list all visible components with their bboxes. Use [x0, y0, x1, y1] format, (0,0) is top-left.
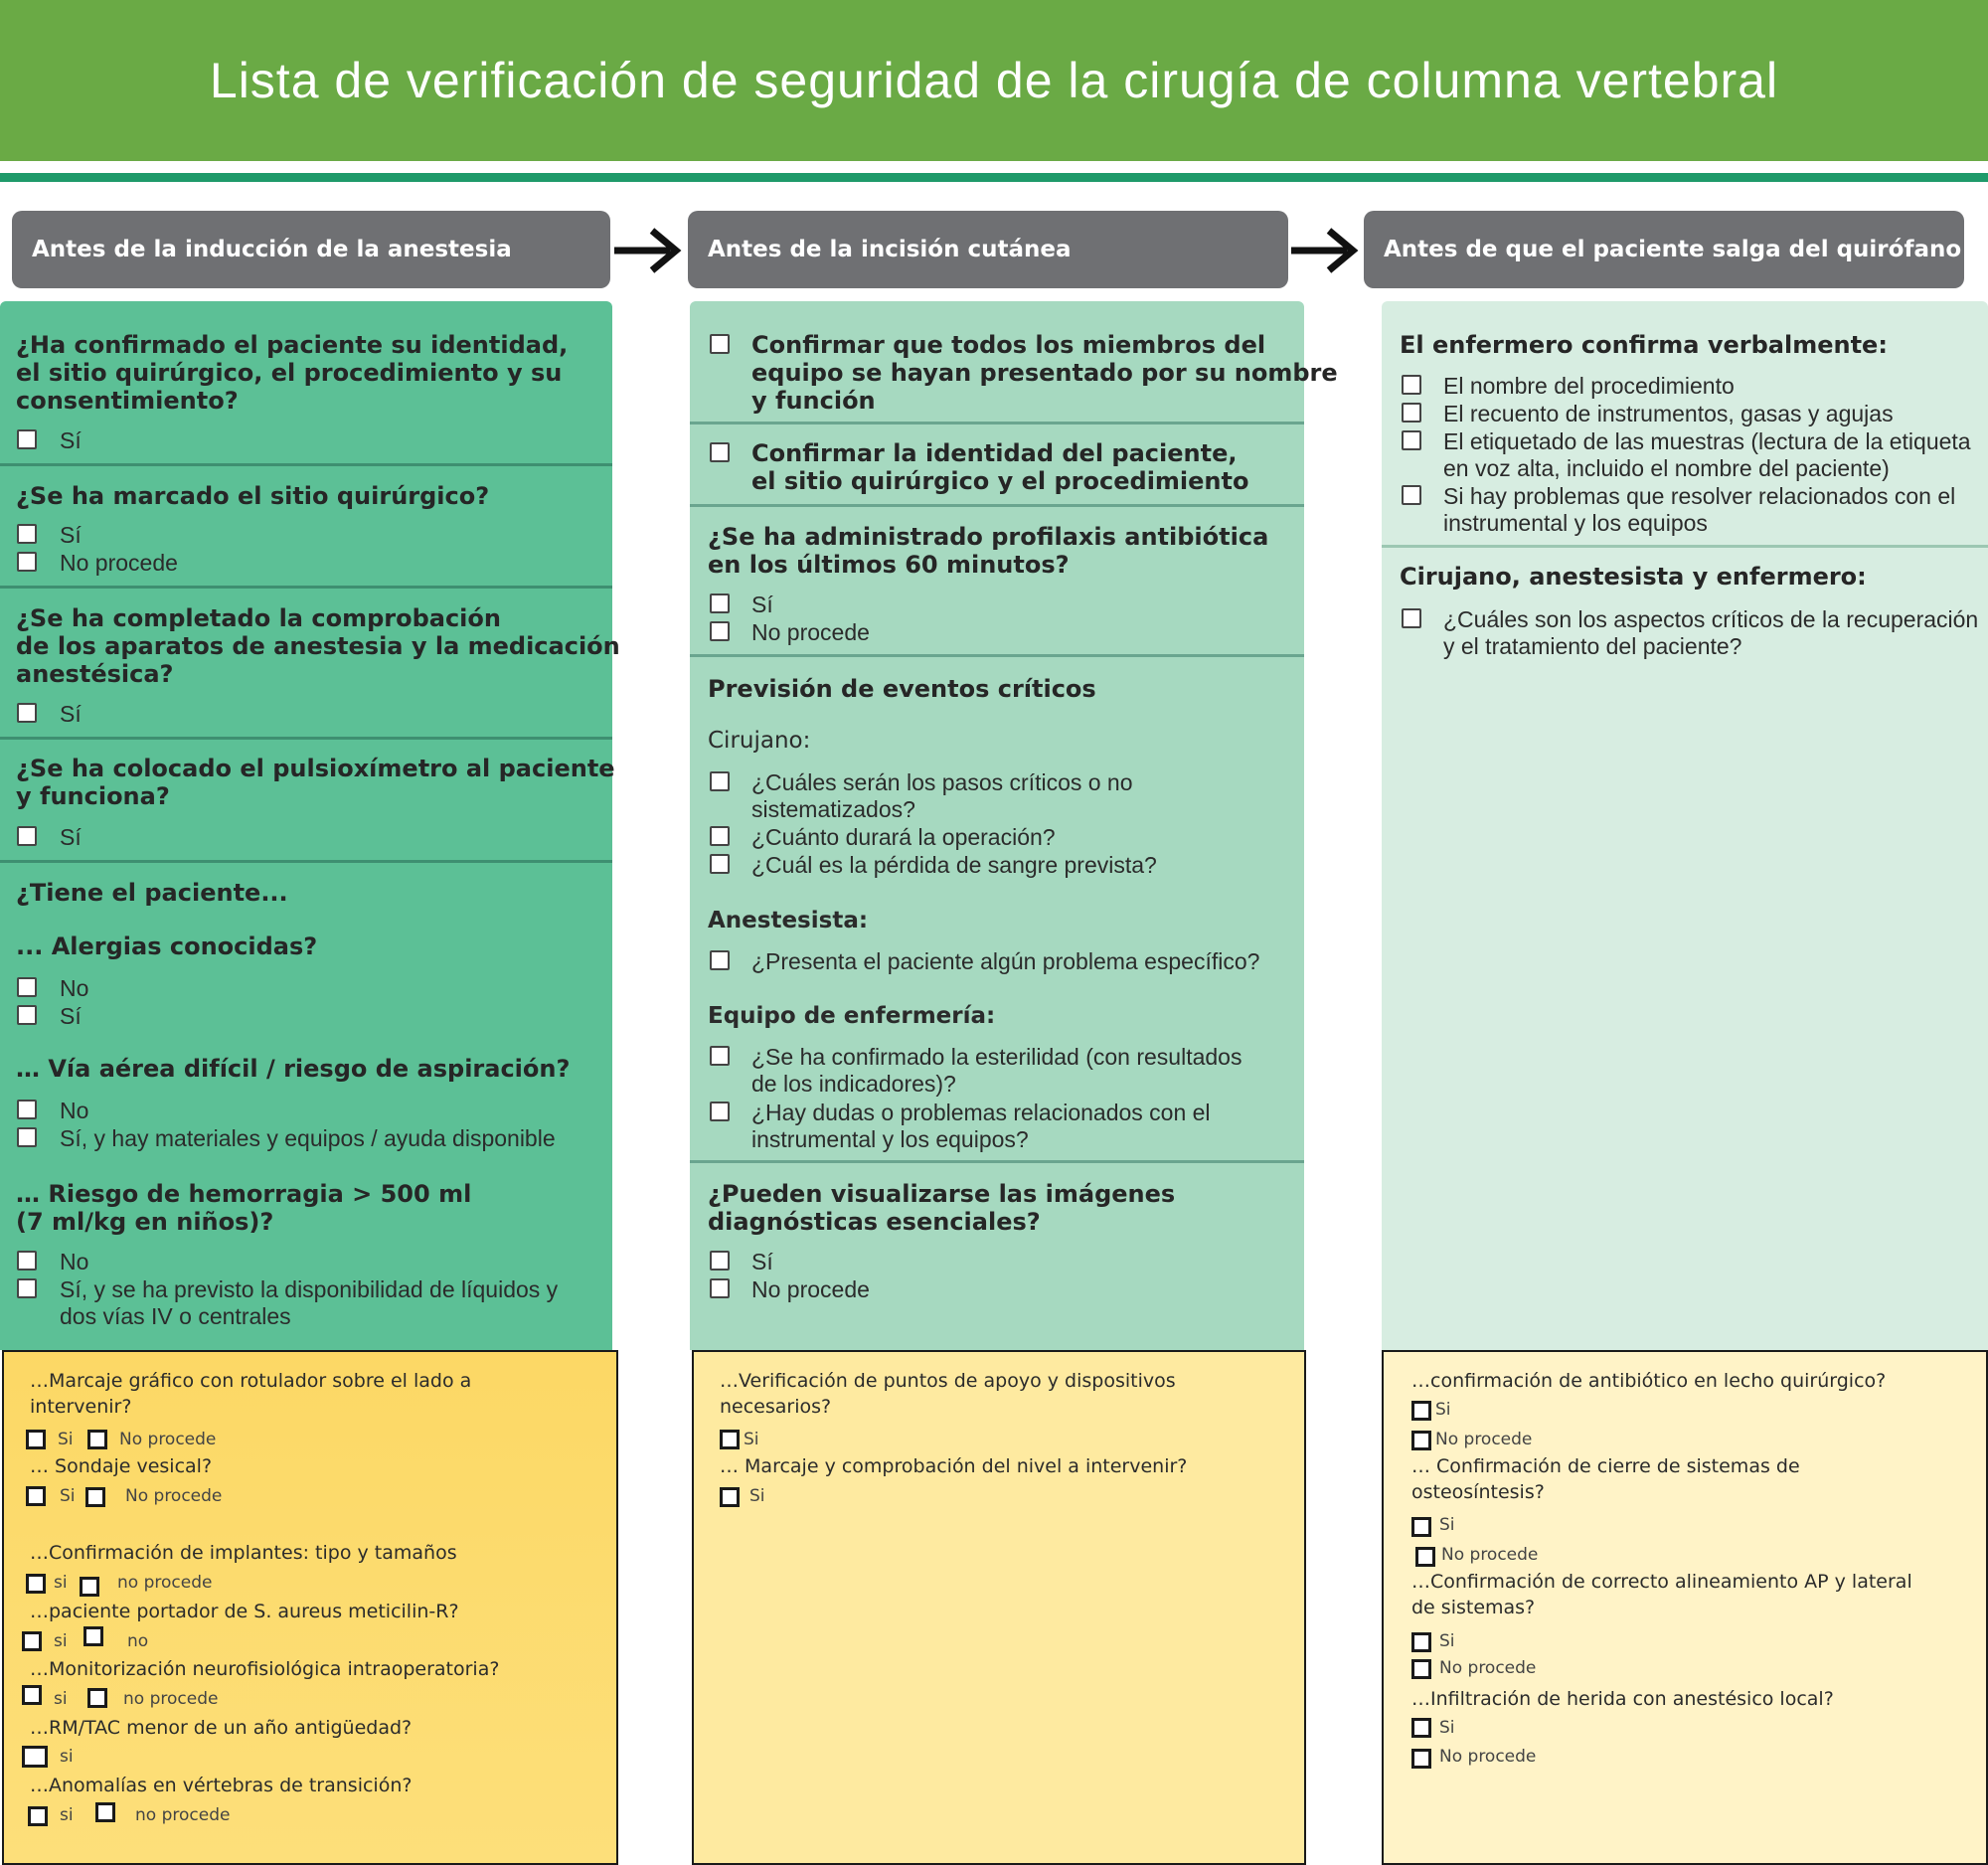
option-label: Si [1439, 1515, 1455, 1535]
divider [0, 737, 612, 740]
option-label: Si [1435, 1400, 1451, 1420]
checkbox-allergies-no[interactable] [17, 977, 37, 997]
question-site-marked: ¿Se ha marcado el sitio quirúrgico? [16, 482, 490, 510]
option-label: ¿Se ha confirmado la esterilidad (con resultados de los indicadores)? [751, 1044, 1242, 1097]
checkbox-antibiotic-bed-no-procede[interactable] [1411, 1431, 1431, 1450]
checkbox-antibiotic-bed-si[interactable] [1411, 1401, 1431, 1421]
question-mri-ct: …RM/TAC menor de un año antigüedad? [30, 1717, 413, 1739]
checkbox-instrument-issues[interactable] [710, 1102, 730, 1121]
option-label: No procede [119, 1430, 217, 1449]
checkbox-infiltration-no-procede[interactable] [1411, 1749, 1431, 1769]
option-label: ¿Cuáles son los aspectos críticos de la recuperación y el tratamiento del paciente? [1443, 606, 1979, 659]
option-label: No procede [1435, 1430, 1533, 1449]
checkbox-labeling[interactable] [1402, 430, 1421, 450]
checkbox-airway-si[interactable] [17, 1127, 37, 1147]
option-label: si [54, 1573, 68, 1593]
arrow-right-icon [1289, 223, 1359, 278]
question-bladder: … Sondaje vesical? [30, 1455, 213, 1477]
checkbox-mrsa-si[interactable] [22, 1631, 42, 1651]
check-team-introduced: Confirmar que todos los miembros del equipo se hayan presentado por su nombre y función [751, 331, 1338, 415]
question-airway: … Vía aérea difícil / riesgo de aspiración? [16, 1055, 571, 1083]
divider [0, 586, 612, 589]
checkbox-recovery-aspects[interactable] [1402, 608, 1421, 628]
checkbox-airway-no[interactable] [17, 1100, 37, 1119]
checkbox-vertebrae-si[interactable] [28, 1806, 48, 1826]
option-label: Sí, y hay materiales y equipos / ayuda disponible [60, 1125, 556, 1151]
question-hemorrhage: … Riesgo de hemorragia > 500 ml (7 ml/kg en niños)? [16, 1180, 472, 1236]
checkbox-specific-problem[interactable] [710, 950, 730, 970]
divider [1382, 545, 1988, 548]
checkbox-imaging-no-procede[interactable] [710, 1278, 730, 1298]
option-label: El nombre del procedimiento [1443, 373, 1735, 399]
checkbox-bladder-no-procede[interactable] [85, 1487, 105, 1507]
option-label: Sí [60, 427, 82, 453]
question-patient-has: ¿Tiene el paciente... [16, 879, 288, 907]
checkbox-identity-si[interactable] [17, 429, 37, 449]
option-label: Sí [60, 522, 82, 548]
heading-nurse-confirms: El enfermero confirma verbalmente: [1400, 331, 1888, 359]
title-divider [0, 173, 1988, 182]
option-label: si [54, 1631, 68, 1651]
option-label: ¿Cuánto durará la operación? [751, 824, 1056, 850]
option-label: si [60, 1747, 74, 1767]
option-label: No procede [60, 550, 178, 576]
checkbox-support-si[interactable] [720, 1430, 740, 1449]
checkbox-neuro-no-procede[interactable] [87, 1688, 107, 1708]
question-neuromonitoring: …Monitorización neurofisiológica intraoperatoria? [30, 1658, 500, 1680]
option-label: Sí, y se ha previsto la disponibilidad de líquidos y dos vías IV o centrales [60, 1276, 559, 1329]
option-label: El recuento de instrumentos, gasas y agujas [1443, 401, 1894, 426]
checkbox-duration[interactable] [710, 826, 730, 846]
option-label: ¿Cuáles serán los pasos críticos o no sistematizados? [751, 769, 1133, 822]
arrow-right-icon [612, 223, 682, 278]
option-label: No procede [1441, 1545, 1539, 1565]
checkbox-implants-no-procede[interactable] [80, 1577, 99, 1597]
divider [690, 654, 1304, 657]
option-label: No procede [1439, 1747, 1537, 1767]
checkbox-marking-no-procede[interactable] [87, 1430, 107, 1449]
checkbox-site-si[interactable] [17, 524, 37, 544]
option-label: Si hay problemas que resolver relacionados con el instrumental y los equipos [1443, 483, 1956, 536]
checkbox-count[interactable] [1402, 403, 1421, 423]
option-label: Si [1439, 1631, 1455, 1651]
checkbox-alignment-si[interactable] [1411, 1632, 1431, 1652]
checkbox-antibiotic-no-procede[interactable] [710, 621, 730, 641]
checkbox-site-no-procede[interactable] [17, 552, 37, 572]
checkbox-critical-steps[interactable] [710, 771, 730, 791]
checkbox-oximeter-si[interactable] [17, 826, 37, 846]
divider [690, 1160, 1304, 1163]
subheading-anesthetist: Anestesista: [708, 908, 869, 933]
question-alignment: …Confirmación de correcto alineamiento AP y lateral de sistemas? [1411, 1571, 1912, 1618]
option-label: Si [744, 1430, 759, 1449]
question-mrsa: …paciente portador de S. aureus meticilin-R? [30, 1601, 459, 1622]
option-label: no procede [135, 1805, 231, 1825]
checkbox-confirm-identity[interactable] [710, 442, 730, 462]
option-label: si [60, 1805, 74, 1825]
checkbox-sterility[interactable] [710, 1046, 730, 1066]
option-label: Sí [751, 592, 773, 617]
question-level-marking: … Marcaje y comprobación del nivel a intervenir? [720, 1455, 1188, 1477]
question-imaging: ¿Pueden visualizarse las imágenes diagnósticas esenciales? [708, 1180, 1176, 1236]
option-label: Si [1439, 1718, 1455, 1738]
question-allergies: ... Alergias conocidas? [16, 932, 318, 960]
option-label: El etiquetado de las muestras (lectura de la etiqueta en voz alta, incluido el nombre del paciente) [1443, 428, 1971, 481]
checkbox-mri-si[interactable] [22, 1746, 48, 1768]
subheading-surgeon: Cirujano: [708, 728, 811, 754]
checkbox-neuro-si[interactable] [22, 1685, 42, 1705]
page-title: Lista de verificación de seguridad de la cirugía de columna vertebral [0, 0, 1988, 161]
divider [0, 463, 612, 466]
option-label: No [60, 975, 89, 1001]
checkbox-mrsa-no[interactable] [83, 1626, 103, 1646]
subheading-nursing: Equipo de enfermería: [708, 1003, 996, 1029]
section-critical-events: Previsión de eventos críticos [708, 675, 1096, 703]
option-label: ¿Presenta el paciente algún problema específico? [751, 948, 1260, 974]
option-label: Sí [60, 1003, 82, 1029]
heading-team: Cirujano, anestesista y enfermero: [1400, 563, 1867, 591]
option-label: No [60, 1098, 89, 1123]
option-label: Sí [751, 1249, 773, 1274]
option-label: Si [60, 1486, 76, 1506]
phase-before-incision: Antes de la incisión cutánea [688, 211, 1288, 288]
option-label: ¿Hay dudas o problemas relacionados con el instrumental y los equipos? [751, 1100, 1211, 1152]
checkbox-procedure-name[interactable] [1402, 375, 1421, 395]
option-label: Sí [60, 701, 82, 727]
checkbox-level-si[interactable] [720, 1487, 740, 1507]
checkbox-hemorrhage-no[interactable] [17, 1251, 37, 1271]
checkbox-blood-loss[interactable] [710, 854, 730, 874]
option-label: no procede [117, 1573, 213, 1593]
checkbox-osteo-si[interactable] [1411, 1517, 1431, 1537]
option-label: Si [58, 1430, 74, 1449]
checkbox-anesthesia-si[interactable] [17, 703, 37, 723]
phase-before-leaving: Antes de que el paciente salga del quirófano [1364, 211, 1964, 288]
question-identity: ¿Ha confirmado el paciente su identidad, el sitio quirúrgico, el procedimiento y su consentimiento? [16, 331, 569, 415]
option-label: Sí [60, 824, 82, 850]
checkbox-vertebrae-no-procede[interactable] [95, 1802, 115, 1822]
checkbox-imaging-si[interactable] [710, 1251, 730, 1271]
option-label: No procede [751, 1276, 870, 1302]
option-label: No procede [125, 1486, 223, 1506]
question-transitional-vertebrae: …Anomalías en vértebras de transición? [30, 1775, 413, 1796]
question-osteosynthesis: … Confirmación de cierre de sistemas de osteosíntesis? [1411, 1455, 1800, 1503]
checkbox-bladder-si[interactable] [26, 1486, 46, 1506]
checkbox-implants-si[interactable] [26, 1574, 46, 1594]
option-label: Si [749, 1486, 765, 1506]
divider [0, 860, 612, 863]
question-pulse-oximeter: ¿Se ha colocado el pulsioxímetro al paciente y funciona? [16, 755, 615, 810]
checkbox-osteo-no-procede[interactable] [1415, 1547, 1435, 1567]
question-infiltration: …Infiltración de herida con anestésico local? [1411, 1688, 1834, 1710]
question-implants: …Confirmación de implantes: tipo y tamaños [30, 1542, 457, 1564]
checkbox-allergies-si[interactable] [17, 1005, 37, 1025]
question-antibiotic: ¿Se ha administrado profilaxis antibiótica en los últimos 60 minutos? [708, 523, 1269, 579]
question-graphic-marking: …Marcaje gráfico con rotulador sobre el lado a intervenir? [30, 1370, 472, 1418]
checkbox-infiltration-si[interactable] [1411, 1718, 1431, 1738]
checkbox-alignment-no-procede[interactable] [1411, 1659, 1431, 1679]
option-label: si [54, 1689, 68, 1709]
divider [690, 504, 1304, 507]
phase-before-induction: Antes de la inducción de la anestesia [12, 211, 610, 288]
check-confirm-identity: Confirmar la identidad del paciente, el sitio quirúrgico y el procedimiento [751, 439, 1249, 495]
checkbox-marking-si[interactable] [26, 1430, 46, 1449]
option-label: No procede [1439, 1658, 1537, 1678]
option-label: no procede [123, 1689, 219, 1709]
checkbox-equipment-problems[interactable] [1402, 485, 1421, 505]
option-label: no [127, 1631, 149, 1651]
option-label: No [60, 1249, 89, 1274]
question-support-points: …Verificación de puntos de apoyo y dispositivos necesarios? [720, 1370, 1176, 1418]
option-label: No procede [751, 619, 870, 645]
additional-checks-panel-2 [692, 1350, 1306, 1865]
option-label: ¿Cuál es la pérdida de sangre prevista? [751, 852, 1157, 878]
question-anesthesia-check: ¿Se ha completado la comprobación de los aparatos de anestesia y la medicación anestésica? [16, 604, 620, 688]
question-antibiotic-bed: …confirmación de antibiótico en lecho quirúrgico? [1411, 1370, 1887, 1392]
checkbox-antibiotic-si[interactable] [710, 593, 730, 613]
checkbox-team-introduced[interactable] [710, 334, 730, 354]
divider [690, 422, 1304, 424]
checkbox-hemorrhage-si[interactable] [17, 1278, 37, 1298]
